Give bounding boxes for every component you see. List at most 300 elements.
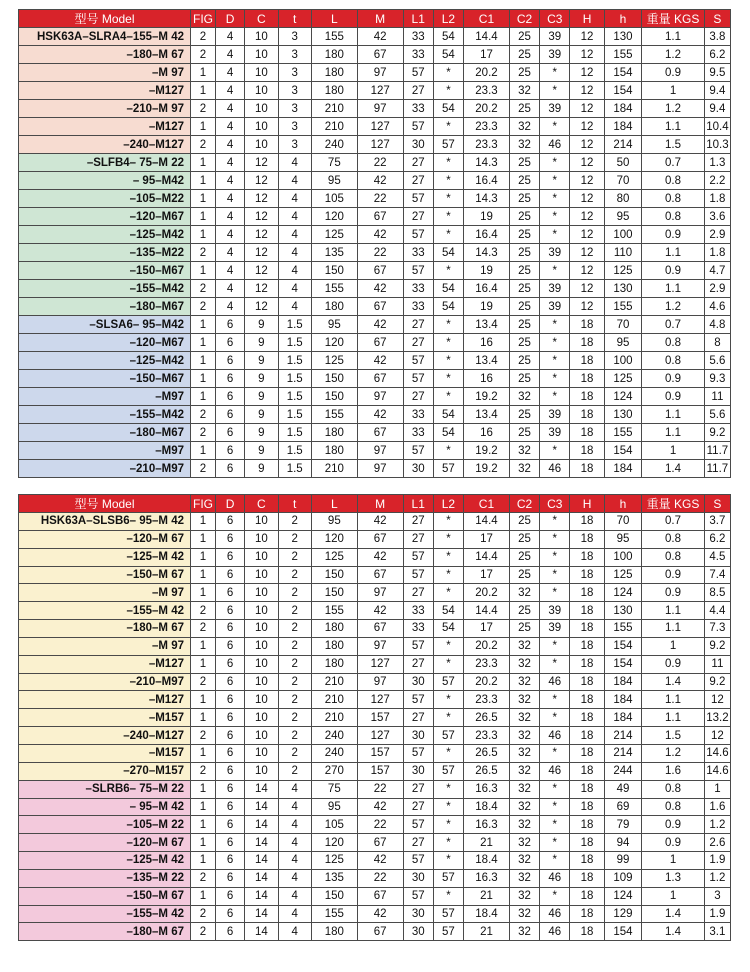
cell-weight: 1.3: [642, 869, 705, 887]
cell-s: 9.2: [704, 637, 730, 655]
cell-t: 4: [278, 280, 311, 298]
table-row: [19, 424, 731, 442]
cell-c1: 19.2: [464, 460, 510, 478]
cell-weight: 1.1: [642, 406, 705, 424]
cell-h-lower: 95: [604, 208, 642, 226]
cell-s: 4.4: [704, 602, 730, 620]
cell-weight: 0.8: [642, 208, 705, 226]
cell-c1: 16.4: [464, 226, 510, 244]
cell-l: 210: [311, 118, 357, 136]
cell-c3: 39: [540, 280, 570, 298]
cell-fig: 1: [191, 887, 216, 905]
cell-c: 10: [245, 82, 278, 100]
cell-l: 270: [311, 762, 357, 780]
cell-m: 127: [357, 118, 403, 136]
header-l1: L1: [403, 495, 433, 513]
cell-c2: 32: [509, 637, 539, 655]
cell-c3: *: [540, 316, 570, 334]
cell-c: 12: [245, 190, 278, 208]
cell-l1: 30: [403, 762, 433, 780]
cell-c3: *: [540, 82, 570, 100]
cell-m: 97: [357, 442, 403, 460]
cell-m: 97: [357, 584, 403, 602]
cell-model: –135–M 22: [19, 869, 191, 887]
cell-c3: *: [540, 352, 570, 370]
cell-h-upper: 12: [570, 64, 604, 82]
cell-h-lower: 94: [604, 834, 642, 852]
cell-fig: 1: [191, 64, 216, 82]
cell-h-upper: 18: [570, 442, 604, 460]
cell-m: 42: [357, 602, 403, 620]
cell-l1: 27: [403, 513, 433, 531]
cell-h-lower: 214: [604, 727, 642, 745]
cell-s: 1: [704, 780, 730, 798]
cell-l1: 27: [403, 530, 433, 548]
cell-model: –120–M 67: [19, 530, 191, 548]
cell-h-upper: 18: [570, 798, 604, 816]
cell-weight: 0.9: [642, 584, 705, 602]
header-d: D: [216, 495, 245, 513]
cell-c1: 19: [464, 208, 510, 226]
cell-h-lower: 154: [604, 637, 642, 655]
cell-h-upper: 18: [570, 584, 604, 602]
cell-c3: 46: [540, 905, 570, 923]
cell-c1: 14.3: [464, 190, 510, 208]
cell-c2: 25: [509, 262, 539, 280]
cell-c3: 39: [540, 244, 570, 262]
table-row: [19, 280, 731, 298]
cell-s: 8: [704, 334, 730, 352]
cell-l: 240: [311, 136, 357, 154]
header-model: 型号 Model: [19, 495, 191, 513]
header-t: t: [278, 10, 311, 28]
cell-c2: 25: [509, 566, 539, 584]
cell-c: 14: [245, 852, 278, 870]
cell-fig: 2: [191, 136, 216, 154]
cell-l1: 27: [403, 208, 433, 226]
cell-l: 95: [311, 172, 357, 190]
cell-h-lower: 100: [604, 548, 642, 566]
cell-m: 42: [357, 406, 403, 424]
cell-d: 4: [216, 298, 245, 316]
cell-l1: 33: [403, 46, 433, 64]
cell-l1: 27: [403, 154, 433, 172]
cell-weight: 0.9: [642, 226, 705, 244]
cell-model: –M157: [19, 709, 191, 727]
cell-model: –240–M127: [19, 727, 191, 745]
cell-h-lower: 124: [604, 887, 642, 905]
cell-model: HSK63A–SLSB6– 95–M 42: [19, 513, 191, 531]
cell-c: 10: [245, 100, 278, 118]
cell-c1: 13.4: [464, 316, 510, 334]
cell-c2: 25: [509, 208, 539, 226]
cell-m: 97: [357, 100, 403, 118]
cell-l1: 30: [403, 869, 433, 887]
cell-l2: *: [433, 513, 463, 531]
cell-t: 1.5: [278, 460, 311, 478]
cell-c3: 46: [540, 460, 570, 478]
cell-h-upper: 18: [570, 530, 604, 548]
cell-c: 14: [245, 780, 278, 798]
header-d: D: [216, 10, 245, 28]
cell-l1: 57: [403, 118, 433, 136]
cell-c: 10: [245, 28, 278, 46]
cell-l2: *: [433, 637, 463, 655]
cell-h-lower: 124: [604, 584, 642, 602]
cell-l2: 54: [433, 244, 463, 262]
cell-l: 180: [311, 46, 357, 64]
cell-h-lower: 109: [604, 869, 642, 887]
cell-c3: 46: [540, 136, 570, 154]
cell-m: 157: [357, 744, 403, 762]
cell-fig: 1: [191, 226, 216, 244]
cell-c1: 18.4: [464, 852, 510, 870]
cell-model: –150–M67: [19, 262, 191, 280]
table-row: [19, 513, 731, 531]
cell-fig: 2: [191, 602, 216, 620]
cell-s: 9.4: [704, 100, 730, 118]
cell-m: 127: [357, 655, 403, 673]
cell-c1: 23.3: [464, 118, 510, 136]
cell-l1: 33: [403, 244, 433, 262]
cell-c3: *: [540, 530, 570, 548]
cell-h-lower: 124: [604, 388, 642, 406]
cell-weight: 1: [642, 852, 705, 870]
cell-h-lower: 155: [604, 620, 642, 638]
cell-h-upper: 18: [570, 691, 604, 709]
cell-model: –125–M 42: [19, 548, 191, 566]
cell-c3: *: [540, 798, 570, 816]
cell-fig: 1: [191, 154, 216, 172]
cell-fig: 2: [191, 28, 216, 46]
cell-t: 4: [278, 852, 311, 870]
cell-s: 7.4: [704, 566, 730, 584]
table-row: [19, 548, 731, 566]
cell-l2: *: [433, 82, 463, 100]
cell-fig: 2: [191, 727, 216, 745]
cell-c1: 14.4: [464, 513, 510, 531]
cell-l: 150: [311, 370, 357, 388]
cell-l1: 33: [403, 280, 433, 298]
cell-weight: 1.2: [642, 46, 705, 64]
table-row: [19, 798, 731, 816]
cell-c2: 25: [509, 244, 539, 262]
cell-c2: 32: [509, 869, 539, 887]
cell-c: 12: [245, 280, 278, 298]
cell-l1: 57: [403, 744, 433, 762]
cell-l2: *: [433, 834, 463, 852]
cell-weight: 0.8: [642, 190, 705, 208]
cell-c1: 20.2: [464, 100, 510, 118]
cell-weight: 0.9: [642, 566, 705, 584]
cell-fig: 1: [191, 172, 216, 190]
cell-c1: 20.2: [464, 673, 510, 691]
cell-t: 3: [278, 100, 311, 118]
cell-l: 150: [311, 566, 357, 584]
header-c: C: [245, 10, 278, 28]
table-row: [19, 673, 731, 691]
cell-h-lower: 214: [604, 136, 642, 154]
cell-fig: 1: [191, 637, 216, 655]
cell-m: 67: [357, 620, 403, 638]
cell-h-lower: 184: [604, 709, 642, 727]
cell-weight: 0.7: [642, 316, 705, 334]
cell-h-upper: 12: [570, 172, 604, 190]
cell-m: 67: [357, 46, 403, 64]
cell-c3: *: [540, 816, 570, 834]
table-row: [19, 780, 731, 798]
cell-weight: 0.7: [642, 154, 705, 172]
cell-weight: 0.9: [642, 834, 705, 852]
cell-d: 6: [216, 442, 245, 460]
cell-s: 11.7: [704, 442, 730, 460]
cell-l: 105: [311, 190, 357, 208]
cell-l2: *: [433, 709, 463, 727]
cell-t: 1.5: [278, 352, 311, 370]
cell-c1: 19: [464, 262, 510, 280]
cell-h-upper: 18: [570, 887, 604, 905]
spec-table-1: [18, 9, 731, 478]
cell-c2: 32: [509, 905, 539, 923]
cell-m: 67: [357, 370, 403, 388]
cell-d: 6: [216, 673, 245, 691]
cell-model: –M 97: [19, 64, 191, 82]
header-m: M: [357, 10, 403, 28]
cell-l2: *: [433, 584, 463, 602]
cell-c: 12: [245, 172, 278, 190]
cell-fig: 2: [191, 869, 216, 887]
cell-c1: 14.4: [464, 548, 510, 566]
cell-l1: 30: [403, 727, 433, 745]
cell-m: 127: [357, 691, 403, 709]
table-row: [19, 82, 731, 100]
table-row: [19, 530, 731, 548]
cell-l1: 27: [403, 334, 433, 352]
cell-l2: *: [433, 780, 463, 798]
cell-c: 14: [245, 905, 278, 923]
cell-d: 4: [216, 136, 245, 154]
cell-l2: 57: [433, 136, 463, 154]
cell-fig: 2: [191, 424, 216, 442]
cell-l1: 57: [403, 190, 433, 208]
cell-l: 240: [311, 744, 357, 762]
cell-c: 10: [245, 136, 278, 154]
cell-l2: 57: [433, 727, 463, 745]
cell-l1: 27: [403, 709, 433, 727]
cell-c: 10: [245, 584, 278, 602]
cell-m: 22: [357, 816, 403, 834]
cell-weight: 0.8: [642, 780, 705, 798]
cell-c3: 46: [540, 762, 570, 780]
cell-l2: 54: [433, 28, 463, 46]
cell-c2: 32: [509, 852, 539, 870]
cell-t: 1.5: [278, 442, 311, 460]
cell-model: –M127: [19, 691, 191, 709]
cell-c2: 25: [509, 154, 539, 172]
cell-model: –240–M127: [19, 136, 191, 154]
cell-l1: 27: [403, 316, 433, 334]
cell-weight: 0.9: [642, 370, 705, 388]
cell-s: 12: [704, 727, 730, 745]
cell-t: 1.5: [278, 370, 311, 388]
cell-m: 97: [357, 637, 403, 655]
cell-c3: *: [540, 566, 570, 584]
cell-h-upper: 12: [570, 262, 604, 280]
cell-d: 6: [216, 460, 245, 478]
cell-c1: 18.4: [464, 798, 510, 816]
cell-d: 4: [216, 208, 245, 226]
table-row: [19, 172, 731, 190]
cell-s: 4.8: [704, 316, 730, 334]
cell-c2: 32: [509, 923, 539, 941]
cell-t: 2: [278, 655, 311, 673]
cell-d: 6: [216, 352, 245, 370]
cell-h-lower: 99: [604, 852, 642, 870]
cell-h-upper: 18: [570, 388, 604, 406]
cell-t: 4: [278, 172, 311, 190]
cell-c: 10: [245, 727, 278, 745]
cell-d: 6: [216, 762, 245, 780]
cell-l1: 27: [403, 82, 433, 100]
cell-c3: *: [540, 370, 570, 388]
cell-c: 9: [245, 442, 278, 460]
cell-d: 4: [216, 244, 245, 262]
cell-h-upper: 12: [570, 154, 604, 172]
cell-weight: 0.8: [642, 798, 705, 816]
cell-fig: 2: [191, 673, 216, 691]
cell-h-lower: 70: [604, 172, 642, 190]
cell-model: – 95–M42: [19, 172, 191, 190]
cell-c1: 13.4: [464, 406, 510, 424]
cell-fig: 2: [191, 406, 216, 424]
cell-d: 6: [216, 887, 245, 905]
cell-l2: *: [433, 64, 463, 82]
cell-weight: 0.9: [642, 64, 705, 82]
cell-l1: 57: [403, 442, 433, 460]
cell-h-lower: 214: [604, 744, 642, 762]
table-row: [19, 190, 731, 208]
cell-l: 180: [311, 637, 357, 655]
table-row: [19, 620, 731, 638]
cell-m: 67: [357, 887, 403, 905]
cell-c2: 32: [509, 762, 539, 780]
cell-t: 4: [278, 905, 311, 923]
cell-c2: 25: [509, 334, 539, 352]
cell-c2: 25: [509, 406, 539, 424]
cell-t: 2: [278, 548, 311, 566]
cell-h-upper: 12: [570, 208, 604, 226]
cell-s: 1.8: [704, 190, 730, 208]
cell-l: 120: [311, 530, 357, 548]
cell-c3: *: [540, 190, 570, 208]
cell-c1: 18.4: [464, 905, 510, 923]
cell-m: 97: [357, 460, 403, 478]
cell-c2: 32: [509, 655, 539, 673]
cell-c3: 39: [540, 46, 570, 64]
cell-c: 12: [245, 262, 278, 280]
cell-l1: 57: [403, 262, 433, 280]
cell-weight: 1.1: [642, 709, 705, 727]
table-row: [19, 869, 731, 887]
cell-s: 1.2: [704, 869, 730, 887]
cell-s: 7.3: [704, 620, 730, 638]
cell-h-lower: 50: [604, 154, 642, 172]
cell-fig: 1: [191, 513, 216, 531]
cell-d: 6: [216, 584, 245, 602]
cell-c3: *: [540, 887, 570, 905]
cell-c: 12: [245, 244, 278, 262]
cell-t: 1.5: [278, 334, 311, 352]
cell-c: 14: [245, 887, 278, 905]
cell-h-upper: 12: [570, 298, 604, 316]
cell-model: –120–M67: [19, 334, 191, 352]
cell-t: 4: [278, 834, 311, 852]
cell-h-upper: 12: [570, 244, 604, 262]
cell-h-lower: 184: [604, 100, 642, 118]
cell-l: 95: [311, 798, 357, 816]
cell-c3: *: [540, 744, 570, 762]
cell-l1: 57: [403, 887, 433, 905]
cell-c3: *: [540, 442, 570, 460]
cell-c2: 32: [509, 442, 539, 460]
header-model: 型号 Model: [19, 10, 191, 28]
cell-t: 1.5: [278, 316, 311, 334]
cell-l: 240: [311, 727, 357, 745]
cell-model: – 95–M 42: [19, 798, 191, 816]
cell-s: 11.7: [704, 460, 730, 478]
cell-l1: 30: [403, 136, 433, 154]
cell-c1: 21: [464, 834, 510, 852]
cell-model: –150–M67: [19, 370, 191, 388]
cell-s: 9.2: [704, 424, 730, 442]
cell-l: 125: [311, 352, 357, 370]
table-row: [19, 154, 731, 172]
cell-model: –150–M 67: [19, 887, 191, 905]
cell-h-upper: 18: [570, 513, 604, 531]
cell-l: 125: [311, 548, 357, 566]
cell-h-upper: 18: [570, 762, 604, 780]
table-row: [19, 460, 731, 478]
cell-model: –155–M 42: [19, 602, 191, 620]
cell-model: –120–M67: [19, 208, 191, 226]
cell-l2: 57: [433, 460, 463, 478]
cell-c: 12: [245, 298, 278, 316]
cell-fig: 1: [191, 370, 216, 388]
cell-m: 22: [357, 869, 403, 887]
cell-c1: 14.4: [464, 28, 510, 46]
cell-c1: 19: [464, 298, 510, 316]
cell-s: 2.9: [704, 226, 730, 244]
cell-model: –M127: [19, 118, 191, 136]
cell-c: 10: [245, 709, 278, 727]
cell-fig: 2: [191, 100, 216, 118]
cell-c1: 17: [464, 46, 510, 64]
cell-d: 6: [216, 388, 245, 406]
cell-c2: 32: [509, 887, 539, 905]
cell-l2: 57: [433, 905, 463, 923]
cell-weight: 1.5: [642, 136, 705, 154]
cell-c3: 46: [540, 727, 570, 745]
cell-l2: *: [433, 548, 463, 566]
cell-l: 75: [311, 154, 357, 172]
cell-weight: 0.9: [642, 262, 705, 280]
cell-model: –120–M 67: [19, 834, 191, 852]
cell-d: 6: [216, 424, 245, 442]
table-row: [19, 28, 731, 46]
cell-h-lower: 154: [604, 442, 642, 460]
cell-l: 210: [311, 100, 357, 118]
cell-h-upper: 18: [570, 424, 604, 442]
